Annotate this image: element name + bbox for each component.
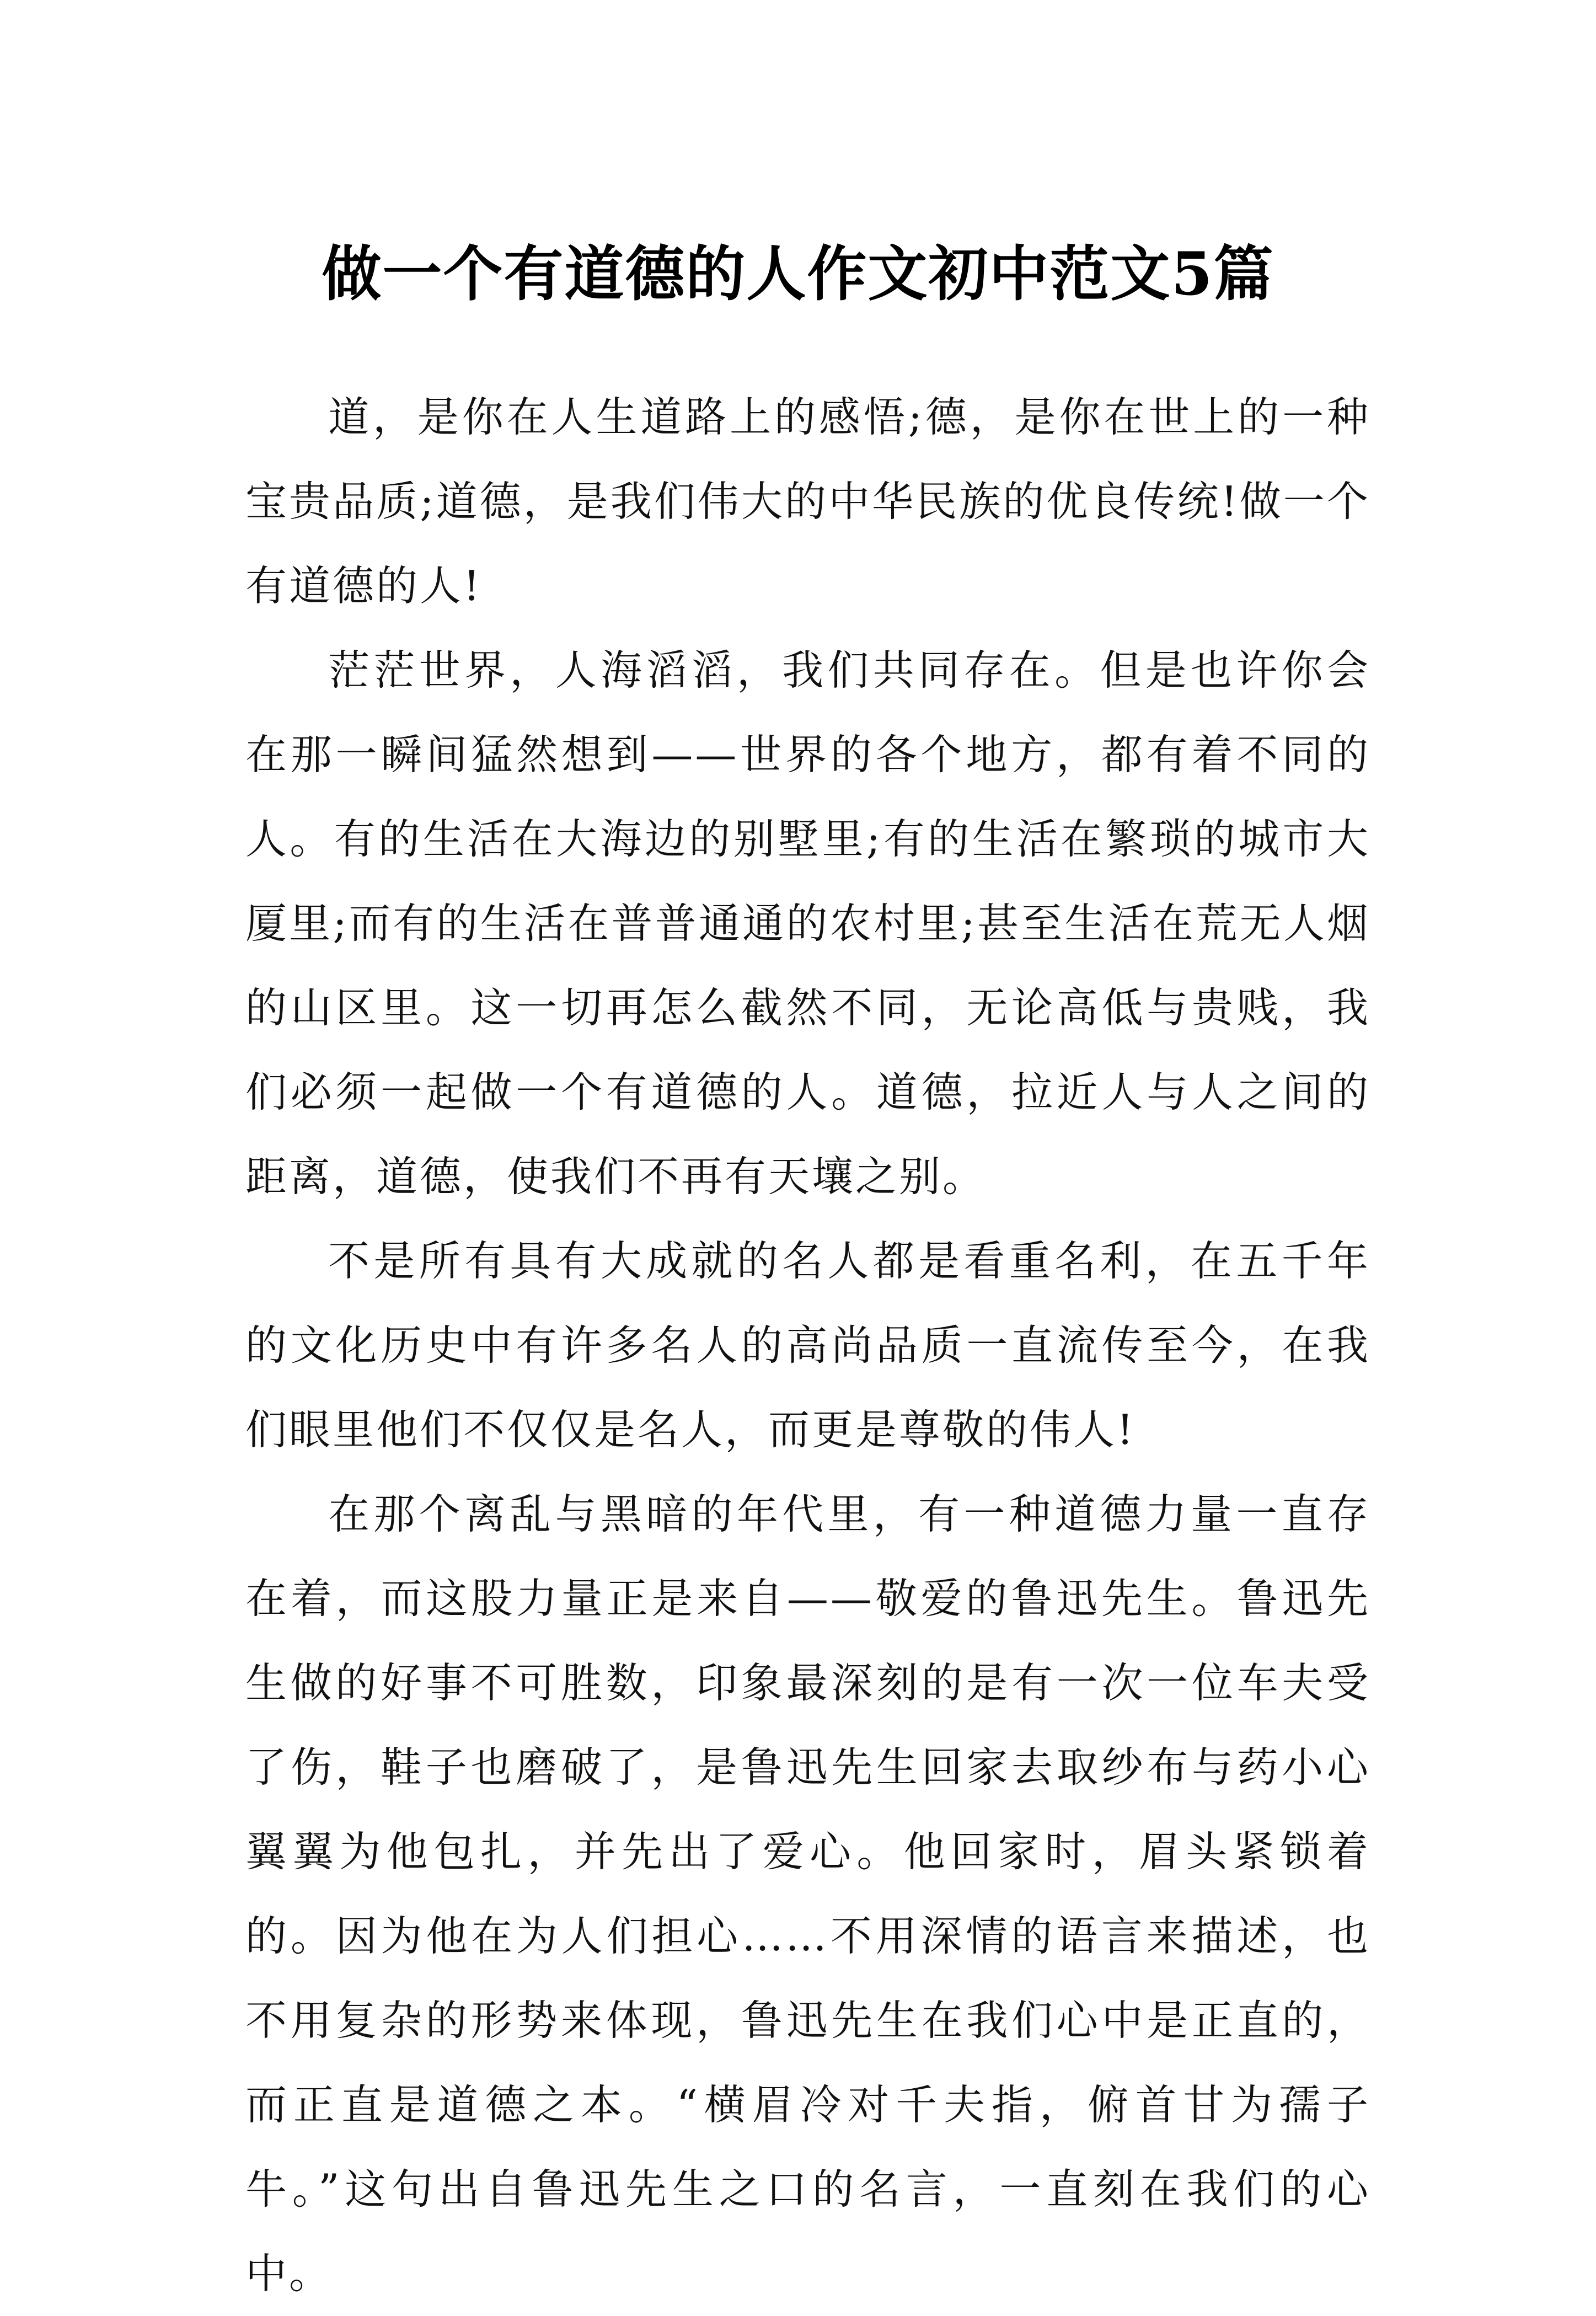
document-title: 做一个有道德的人作文初中范文5篇 — [322, 239, 1274, 309]
paragraph: 道，是你在人生道路上的感悟;德，是你在世上的一种宝贵品质;道德，是我们伟大的中华民族的优良传统!做一个有道德的人! — [245, 393, 1370, 610]
paragraph: 茫茫世界，人海滔滔，我们共同存在。但是也许你会在那一瞬间猛然想到——世界的各个地方，都有着不同的人。有的生活在大海边的别墅里;有的生活在繁琐的城市大厦里;而有的生活在普普通通的农村里;甚至生活在荒无人烟的山区里。这一切再怎么截然不同，无论高低与贵贱，我们必须一起做一个有道德的人。道德，拉近人与人之间的距离，道德，使我们不再有天壤之别。 — [245, 646, 1370, 1201]
document-body — [245, 375, 1370, 2316]
paragraph: 在那个离乱与黑暗的年代里，有一种道德力量一直存在着，而这股力量正是来自——敬爱的鲁迅先生。鲁迅先生做的好事不可胜数，印象最深刻的是有一次一位车夫受了伤，鞋子也磨破了，是鲁迅先生回家去取纱布与药小心翼翼为他包扎，并先出了爱心。他回家时，眉头紧锁着的。因为他在为人们担心……不用深情的语言来描述，也不用复杂的形势来体现，鲁迅先生在我们心中是正直的，而正直是道德之本。“横眉冷对千夫指，俯首甘为孺子牛。”这句出自鲁迅先生之口的名言，一直刻在我们的心中。 — [245, 1490, 1370, 2298]
paragraph: 不是所有具有大成就的名人都是看重名利，在五千年的文化历史中有许多名人的高尚品质一直流传至今，在我们眼里他们不仅仅是名人，而更是尊敬的伟人! — [245, 1237, 1370, 1454]
